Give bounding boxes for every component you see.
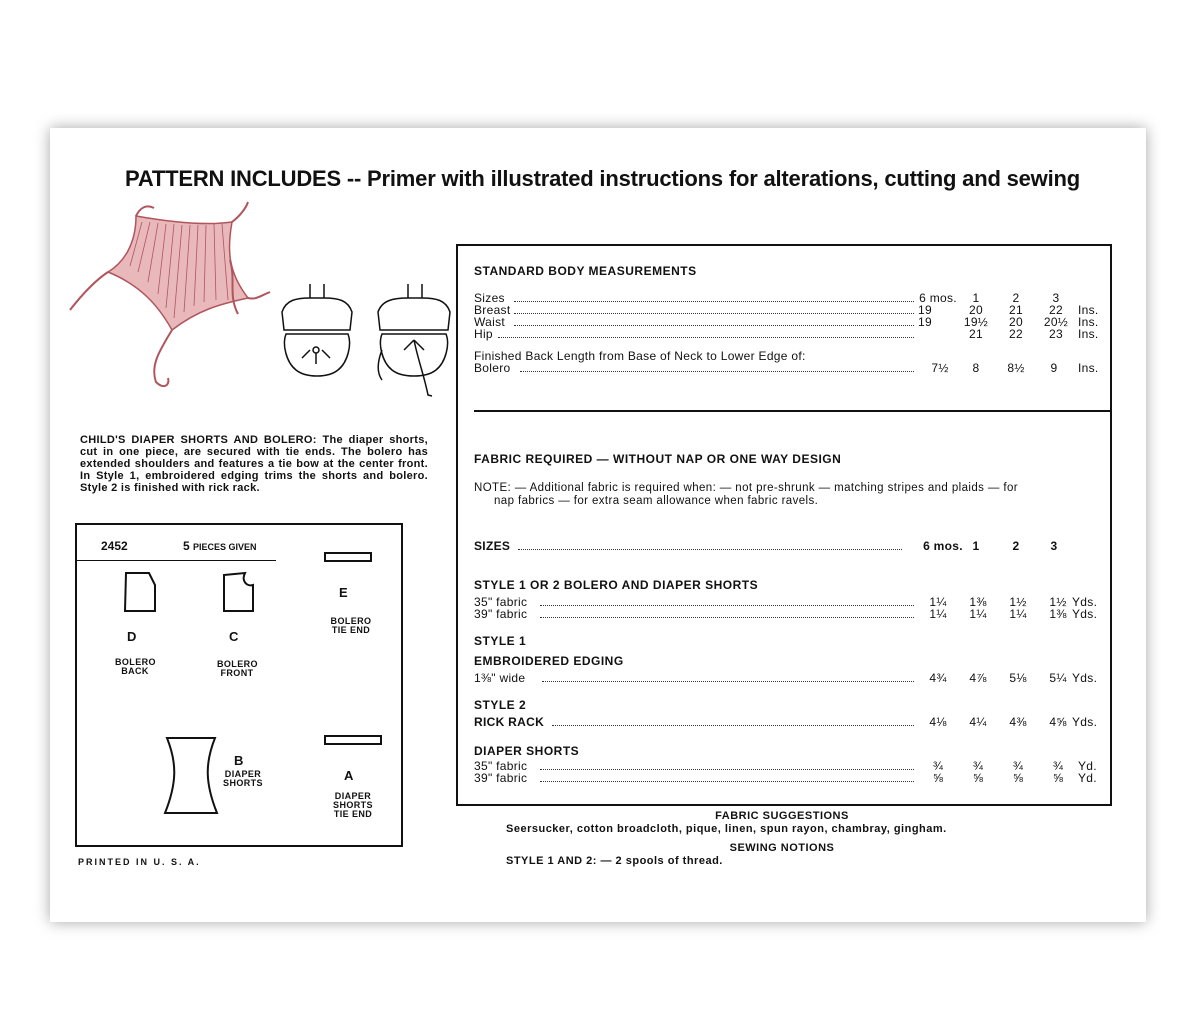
fabric-required-heading: FABRIC REQUIRED — WITHOUT NAP OR ONE WAY DESIGN <box>474 452 842 466</box>
pattern-envelope-back <box>50 128 1146 922</box>
leader-dots <box>540 772 914 782</box>
bolero-back-drawing <box>378 284 450 396</box>
back-length-heading: Finished Back Length from Base of Neck to Lower Edge of: <box>474 349 806 363</box>
page-title: PATTERN INCLUDES -- Primer with illustrated instructions for alterations, cutting and sewing <box>125 166 1080 191</box>
style2-heading: STYLE 2 <box>474 698 527 712</box>
leader-dots <box>520 362 914 372</box>
leader-dots <box>552 716 914 726</box>
fabric-suggestions-heading: FABRIC SUGGESTIONS <box>715 810 849 822</box>
leader-dots <box>514 316 914 326</box>
style1-heading: STYLE 1 <box>474 634 527 648</box>
pattern-number: 2452 <box>101 539 128 553</box>
piece-b-letter: B <box>234 753 244 768</box>
body-measurements-heading: STANDARD BODY MEASUREMENTS <box>474 264 697 278</box>
fabric-table: SIZES 6 mos. 1 2 3 STYLE 1 OR 2 BOLERO AND DIAPER SHORTS 35" fabric 1¼ 1⅜ 1½ 1½ Yds. 39" fabric 1¼ 1¼ 1¼ 1⅜ Yds. STYLE 1 EMBROIDERED EDGING 1⅜" wide 4¾ 4⅞ 5⅛ 5¼ Yds. STYLE 2 RICK RACK 4⅛ 4¼ 4⅜ 4⅝ Yds. DIAPER SHORTS 35" fabric ¾ ¾ ¾ ¾ Yd. 39" fabric ⅝ ⅝ ⅝ ⅝ Yd. <box>474 539 1098 785</box>
leader-dots <box>514 304 914 314</box>
piece-e-label: BOLERO TIE END <box>330 616 372 635</box>
pieces-given-count: 5 <box>183 539 190 553</box>
leader-dots <box>540 596 914 606</box>
fabric-note: NOTE: — Additional fabric is required when: — not pre-shrunk — matching stripes and plaids — for nap fabrics — for extra seam allowance when fabric ravels. <box>474 482 1018 507</box>
leader-dots <box>514 292 914 302</box>
piece-a-letter: A <box>344 768 354 783</box>
leader-dots <box>518 540 902 550</box>
piece-e-letter: E <box>339 585 348 600</box>
leader-dots <box>540 760 914 770</box>
pieces-given-label: PIECES GIVEN <box>193 542 257 552</box>
piece-d-label: BOLERO BACK <box>115 657 156 676</box>
piece-c-shape <box>224 573 253 611</box>
sewing-notions-text: STYLE 1 AND 2: — 2 spools of thread. <box>506 855 723 867</box>
section-divider <box>474 410 1110 412</box>
garment-illustration <box>60 200 480 415</box>
piece-a-label: DIAPER SHORTS TIE END <box>333 791 373 819</box>
printed-in-usa: PRINTED IN U. S. A. <box>78 857 201 867</box>
fabric-suggestions-text: Seersucker, cotton broadcloth, pique, linen, spun rayon, chambray, gingham. <box>506 823 947 835</box>
piece-d-letter: D <box>127 629 137 644</box>
embroidered-heading: EMBROIDERED EDGING <box>474 654 624 668</box>
piece-d-shape <box>125 573 155 611</box>
piece-b-shape <box>165 738 217 813</box>
piece-c-label: BOLERO FRONT <box>217 659 258 678</box>
diaper-shorts-heading: DIAPER SHORTS <box>474 744 580 758</box>
piece-e-shape <box>325 553 371 561</box>
pattern-pieces-box <box>75 523 403 847</box>
leader-dots <box>540 608 914 618</box>
diaper-shorts-drawing <box>70 202 270 386</box>
piece-b-label: DIAPER SHORTS <box>223 769 263 788</box>
leader-dots <box>498 328 914 338</box>
bolero-front-drawing <box>282 284 352 376</box>
piece-c-letter: C <box>229 629 239 644</box>
pattern-description: CHILD'S DIAPER SHORTS AND BOLERO: The diaper shorts, cut in one piece, are secured with tie ends. The bolero has extended shoulders and features a tie bow at the center front. In Style 1, embroidered edging trims the shorts and bolero. Style 2 is finished with rick rack. <box>80 434 428 494</box>
style12-heading: STYLE 1 OR 2 BOLERO AND DIAPER SHORTS <box>474 578 759 592</box>
piece-a-shape <box>325 736 381 744</box>
sewing-notions-heading: SEWING NOTIONS <box>729 842 835 854</box>
leader-dots <box>542 672 914 682</box>
measurements-box: STANDARD BODY MEASUREMENTS Sizes 6 mos. 1 2 3 Breast 19 20 21 22 Ins. Waist 19 19½ 20 20½ Ins. Hip 21 22 23 Ins. Finished Back Length from Base of Neck to Lower Edge of: Bolero 7½ 8 8½ 9 Ins. FABRIC REQUIRED — WITHOUT NAP OR ONE WAY DESIGN NOTE: — Additional fabric is required when: — not pre-shrunk — matching stripes and plaids — for nap fabrics — for extra seam allowance when fabric ravels. SIZES 6 mos. 1 2 3 STYLE 1 OR 2 BOLERO AND DIAPER SHORTS 35" fabric 1¼ 1⅜ 1½ 1½ Yds. 39" fabric 1¼ 1¼ 1¼ 1⅜ Yds. STYLE 1 EMBROIDERED EDGING 1⅜" wide 4¾ 4⅞ 5⅛ 5¼ Yds. STYLE 2 RICK RACK 4⅛ 4¼ 4⅜ 4⅝ Yds. DIAPER SHORTS 35" fabric ¾ ¾ ¾ ¾ Yd. 39" fabric ⅝ ⅝ ⅝ ⅝ Yd. <box>456 244 1112 806</box>
